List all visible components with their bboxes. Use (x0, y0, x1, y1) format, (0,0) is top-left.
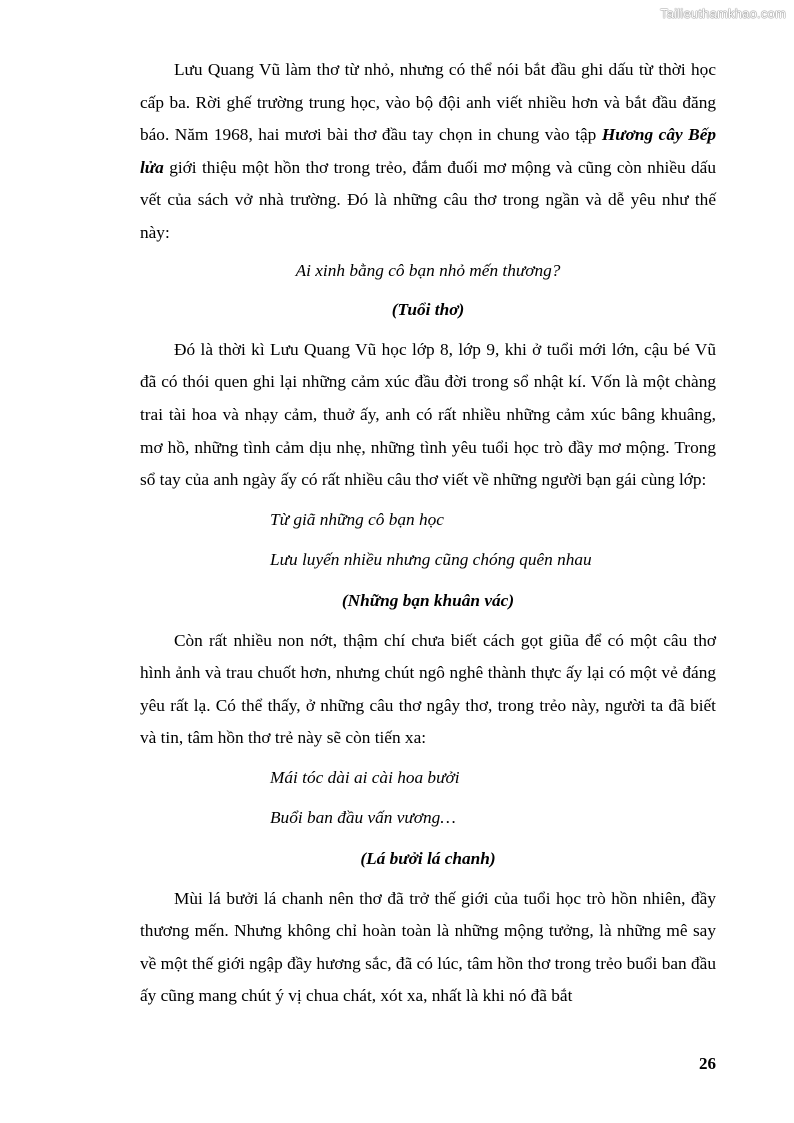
document-body (140, 54, 716, 1013)
poem-2 (140, 504, 716, 577)
paragraph-1-text-b: giới thiệu một hồn thơ trong trẻo, đắm đuối mơ mộng và cũng còn nhiều dấu vết của sách vở nhà trường. Đó là những câu thơ trong ngần và dễ yêu như thế này: (140, 157, 716, 242)
paragraph-1-text-a: Lưu Quang Vũ làm thơ từ nhỏ, nhưng có thể nói bắt đầu ghi dấu từ thời học cấp ba. Rời ghế trường trung học, vào bộ đội anh viết nhiều hơn và bắt đầu đăng báo. Năm 1968, hai mươi bài thơ đầu tay chọn in chung vào tập (140, 60, 716, 145)
watermark-text: Tailieuthamkhao.com (660, 6, 786, 21)
paragraph-2: Đó là thời kì Lưu Quang Vũ học lớp 8, lớp 9, khi ở tuổi mới lớn, cậu bé Vũ đã có thói quen ghi lại những cảm xúc đầu đời trong sổ nhật kí. Vốn là một chàng trai tài hoa và nhạy cảm, thuở ấy, anh có rất nhiều những cảm xúc bâng khuâng, mơ hồ, những tình cảm dịu nhẹ, những tình yêu tuổi học trò đầy mơ mộng. Trong sổ tay của anh ngày ấy có rất nhiều câu thơ viết về những người bạn gái cùng lớp: (140, 339, 716, 490)
poem-3-source: (Lá bưởi lá chanh) (360, 849, 496, 869)
page-number: 26 (699, 1054, 716, 1073)
poem-2-line-2: Lưu luyến nhiều nhưng cũng chóng quên nhau (270, 550, 592, 570)
paragraph-1 (140, 54, 716, 250)
poem-1-line-1: Ai xinh bằng cô bạn nhỏ mến thương? (295, 260, 561, 280)
paragraph-3: Còn rất nhiều non nớt, thậm chí chưa biết cách gọt giũa để có một câu thơ hình ảnh và trau chuốt hơn, nhưng chút ngô nghê thành thực ấy lại có một vẻ đáng yêu rất lạ. Có thể thấy, ở những câu thơ ngây thơ, trong trẻo này, người ta đã biết và tin, tâm hồn thơ trẻ này sẽ còn tiến xa: (140, 630, 716, 748)
book-title: Hương cây Bếp lửa (140, 125, 717, 177)
paragraph-4: Mùi lá bưởi lá chanh nên thơ đã trở thế giới của tuổi học trò hồn nhiên, đầy thương mến. Nhưng không chỉ hoàn toàn là những mộng tưởng, là những mê say về một thế giới ngập đầy hương sắc, đã có lúc, tâm hồn thơ trong trẻo buổi ban đầu ấy cũng mang chút ý vị chua chát, xót xa, nhất là khi nó đã bắt (140, 888, 716, 1006)
poem-2-line-1: Từ giã những cô bạn học (270, 509, 444, 529)
poem-2-source: (Những bạn khuân vác) (341, 590, 515, 610)
poem-1-source: (Tuổi thơ) (391, 300, 465, 320)
poem-3-line-1: Mái tóc dài ai cài hoa bưởi (270, 767, 460, 787)
poem-3 (140, 762, 716, 835)
poem-3-line-2: Buổi ban đầu vấn vương… (270, 808, 456, 828)
